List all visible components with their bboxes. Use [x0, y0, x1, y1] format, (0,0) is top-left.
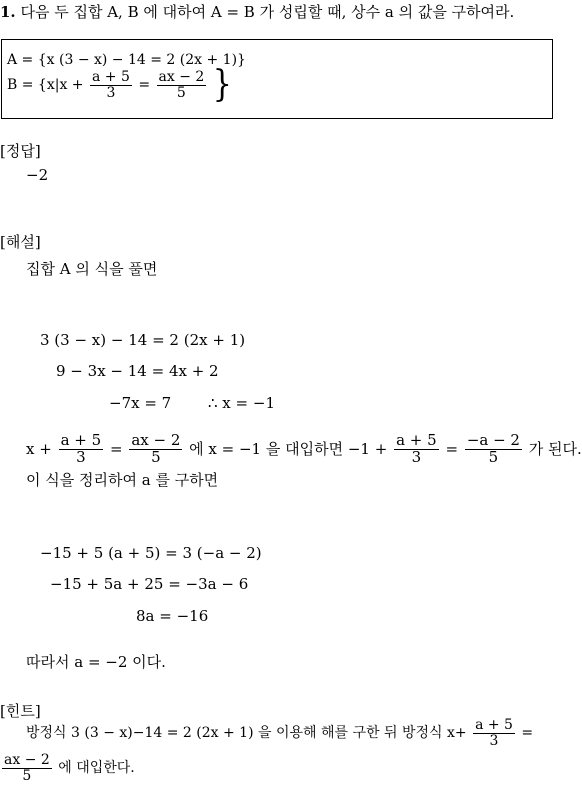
equation-4: −15 + 5 (a + 5) = 3 (−a − 2) [40, 544, 262, 562]
hint-fraction-2: $\frac{ax - 2}{5}$ [4, 752, 50, 784]
sub-fraction-4: $\frac{-a - 2}{5}$ [466, 431, 520, 466]
equation-1: 3 (3 − x) − 14 = 2 (2x + 1) [40, 331, 246, 349]
problem-text: 다음 두 집합 A, B 에 대하여 A = B 가 성립할 때, 상수 a 의 값을 구하여라. [20, 3, 515, 21]
hint-fraction-1: $\frac{a + 5}{3}$ [475, 717, 513, 749]
answer-value: −2 [26, 166, 49, 184]
equation-3: −7x = 7 [109, 394, 172, 412]
substitution-line: x + $\frac{a + 5}{3}$ = $\frac{ax - 2}{5}$ 에 x = −1 을 대입하면 −1 + $\frac{a + 5}{3}$ = $\frac{-a - 2}{5}$ 가 된다. [26, 431, 582, 466]
equation-5: −15 + 5a + 25 = −3a − 6 [50, 575, 249, 593]
sub-fraction-1: $\frac{a + 5}{3}$ [60, 431, 102, 466]
set-b-fraction-2: $\frac{ax - 2}{5}$ [158, 69, 205, 101]
set-b: B = {x|x + $\frac{a + 5}{3}$ = $\frac{ax - 2}{5}$ } [7, 63, 232, 106]
hint-line-1: 방정식 3 (3 − x)−14 = 2 (2x + 1) 을 이용해 해를 구한 뒤 방정식 x+ $\frac{a + 5}{3}$ = [26, 717, 534, 749]
set-b-close-brace: } [212, 63, 232, 106]
set-a: A = {x (3 − x) − 14 = 2 (2x + 1)} [7, 52, 246, 68]
equation-6: 8a = −16 [136, 607, 209, 625]
equation-2: 9 − 3x − 14 = 4x + 2 [56, 362, 219, 380]
problem-number: 1. [0, 3, 16, 21]
conclusion: 따라서 a = −2 이다. [26, 653, 166, 671]
sub-fraction-2: $\frac{ax - 2}{5}$ [131, 431, 181, 466]
hint-line-2: $\frac{ax - 2}{5}$ 에 대입한다. [4, 752, 135, 784]
hint-label: [힌트] [0, 702, 41, 720]
set-b-prefix: B = {x|x + [7, 77, 84, 94]
equation-3-result: ∴ x = −1 [208, 394, 275, 412]
solution-intro: 집합 A 의 식을 풀면 [26, 260, 158, 278]
set-b-fraction-1: $\frac{a + 5}{3}$ [91, 69, 130, 101]
answer-label: [정답] [0, 142, 41, 160]
solution-label: [해설] [0, 233, 41, 251]
sub-fraction-3: $\frac{a + 5}{3}$ [396, 431, 437, 466]
problem-line [0, 5, 514, 20]
arrange-line: 이 식을 정리하여 a 를 구하면 [26, 471, 219, 489]
